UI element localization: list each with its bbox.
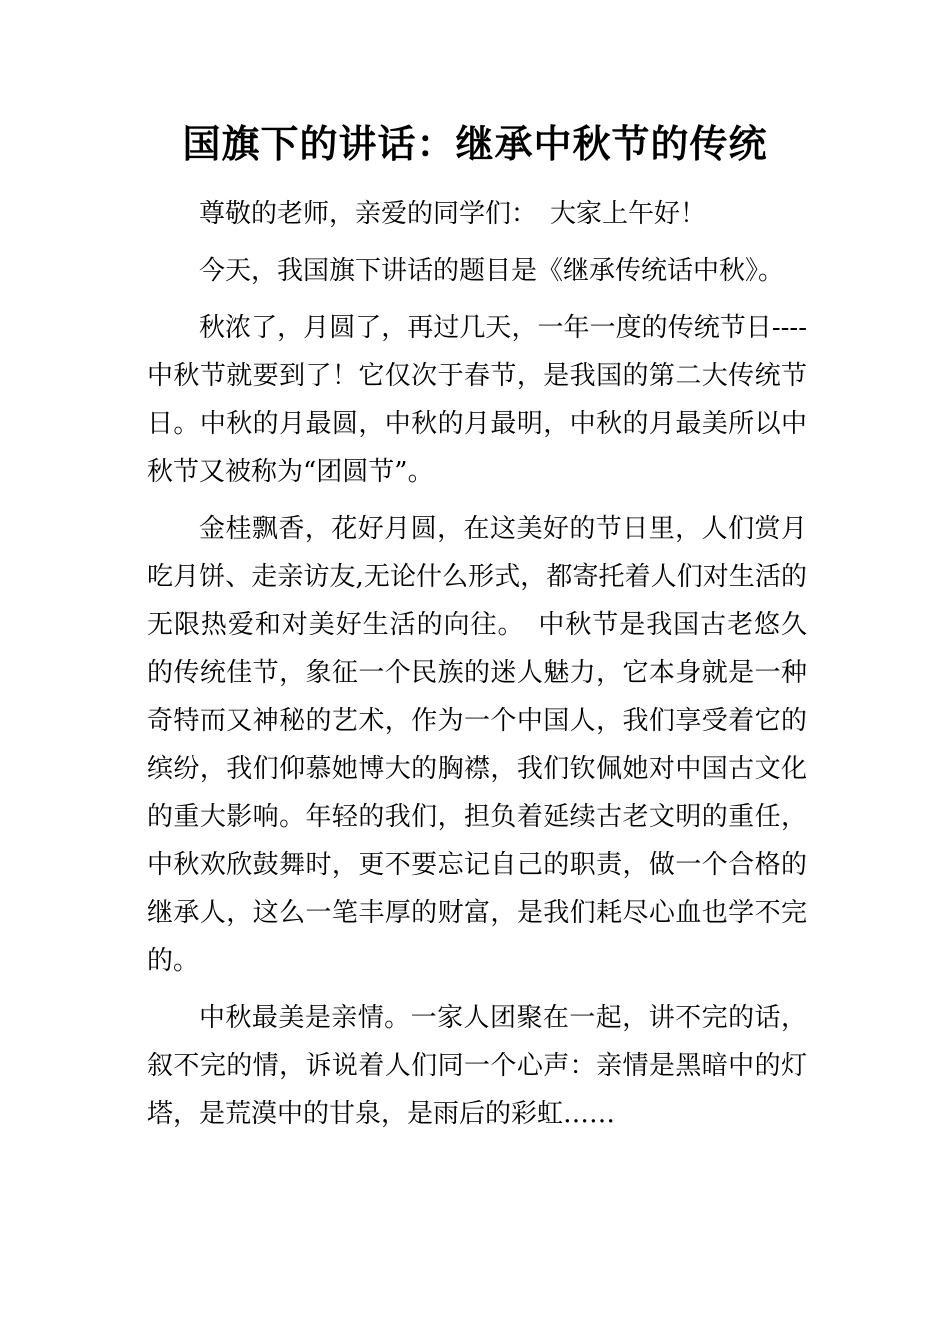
- paragraph-intro: 秋浓了，月圆了，再过几天，一年一度的传统节日----中秋节就要到了！它仅次于春节，是我国的第二大传统节日。中秋的月最圆，中秋的月最明，中秋的月最美所以中秋节又被称为“团圆节”。: [147, 313, 807, 487]
- document-body: [147, 190, 807, 1147]
- paragraph-tradition: 金桂飘香，花好月圆，在这美好的节日里，人们赏月吃月饼、走亲访友,无论什么形式，都寄托着人们对生活的无限热爱和对美好生活的向往。 中秋节是我国古老悠久的传统佳节，象征一个民族的迷人魅力，它本身就是一种奇特而又神秘的艺术，作为一个中国人，我们享受着它的缤纷，我们仰慕她博大的胸襟，我们钦佩她对中国古文化的重大影响。年轻的我们，担负着延续古老文明的重任，中秋欢欣鼓舞时，更不要忘记自己的职责，做一个合格的继承人，这么一笔丰厚的财富，是我们耗尽心血也学不完的。: [147, 514, 807, 976]
- paragraph-greeting: 尊敬的老师，亲爱的同学们： 大家上午好！: [199, 199, 707, 229]
- paragraph-topic: 今天，我国旗下讲话的题目是《继承传统话中秋》。: [199, 256, 785, 286]
- paragraph-family: 中秋最美是亲情。一家人团聚在一起，讲不完的话，叙不完的情，诉说着人们同一个心声：亲情是黑暗中的灯塔，是荒漠中的甘泉，是雨后的彩虹……: [147, 1003, 807, 1129]
- document-title: 国旗下的讲话：继承中秋节的传统: [182, 121, 768, 166]
